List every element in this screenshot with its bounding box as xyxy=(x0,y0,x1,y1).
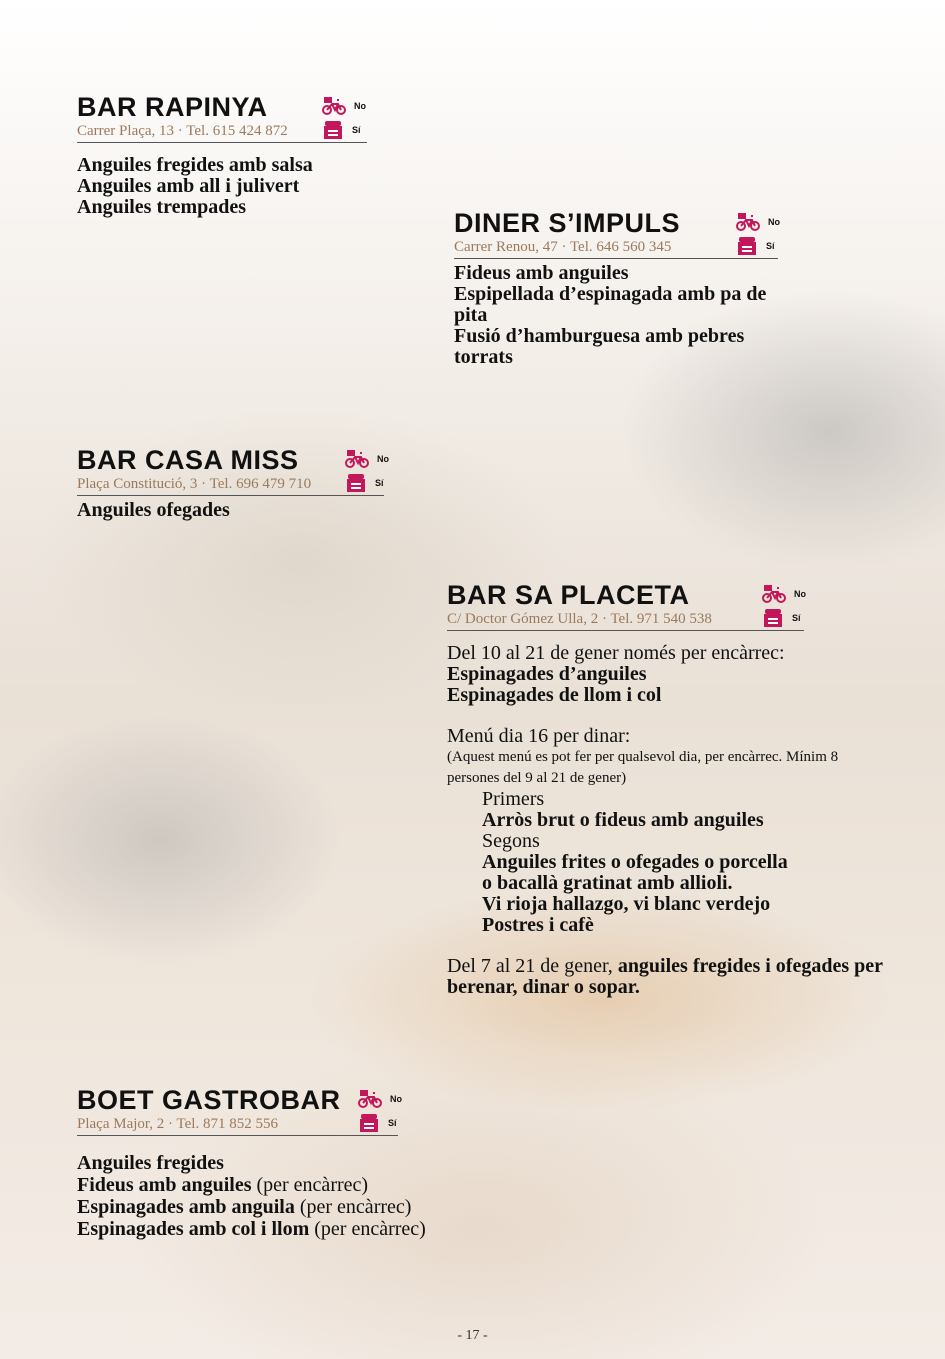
closing-dates: Del 7 al 21 de gener, xyxy=(447,955,613,977)
menu-first-dish: Arròs brut o fideus amb anguiles xyxy=(482,809,764,831)
restaurant-header xyxy=(77,92,367,143)
order-intro: Del 10 al 21 de gener només per encàrrec: xyxy=(447,642,785,664)
delivery-bike-icon xyxy=(345,449,369,469)
takeaway-bag-icon xyxy=(736,236,758,256)
delivery-bike-icon xyxy=(358,1089,382,1109)
dish-note: (per encàrrec) xyxy=(314,1218,426,1240)
takeaway-bag-icon xyxy=(322,120,344,140)
dish-item: Anguiles fregides amb salsa xyxy=(77,154,313,176)
restaurant-name: BAR RAPINYA xyxy=(77,92,268,122)
restaurant-address: Carrer Plaça, 13 · Tel. 615 424 872 xyxy=(77,123,288,139)
restaurant-header xyxy=(454,208,778,259)
menu-second-dish: Anguiles frites o ofegades o porcella xyxy=(482,851,788,873)
restaurant-name: BAR SA PLACETA xyxy=(447,580,690,610)
dish-item: Fideus amb anguiles xyxy=(454,262,629,284)
header-divider xyxy=(77,495,384,496)
dish-item xyxy=(77,1196,477,1218)
delivery-label: No xyxy=(794,589,806,599)
takeaway-label: Sí xyxy=(352,125,361,135)
dish-list xyxy=(77,155,367,218)
restaurant-boet-gastrobar xyxy=(77,1085,477,1240)
dish-name: Espinagades amb anguila xyxy=(77,1196,295,1218)
restaurant-diner-simpuls xyxy=(454,208,778,368)
dish-name: Fideus amb anguiles xyxy=(77,1174,252,1196)
dish-item: Espinagades d’anguiles xyxy=(447,663,647,685)
closing-offer: anguiles fregides i ofegades per berenar, dinar o sopar. xyxy=(447,955,883,998)
takeaway-bag-icon xyxy=(762,608,784,628)
delivery-label: No xyxy=(390,1094,402,1104)
dish-item: Anguiles amb all i julivert xyxy=(77,175,300,197)
header-divider xyxy=(447,630,804,631)
restaurant-name: BAR CASA MISS xyxy=(77,445,299,475)
restaurant-bar-rapinya xyxy=(77,92,367,218)
dish-item xyxy=(77,1174,477,1196)
delivery-bike-icon xyxy=(322,96,346,116)
service-icons xyxy=(322,94,366,142)
delivery-label: No xyxy=(354,101,366,111)
delivery-bike-icon xyxy=(736,212,760,232)
menu-note: (Aquest menú es pot fer per qualsevol dia, per encàrrec. Mínim 8 persones del 9 al 21 de gener) xyxy=(447,749,839,786)
takeaway-label: Sí xyxy=(388,1118,397,1128)
takeaway-bag-icon xyxy=(358,1113,380,1133)
dish-item: Espipellada d’espinagada amb pa de pita xyxy=(454,283,767,326)
delivery-label: No xyxy=(377,454,389,464)
dish-item: Anguiles trempades xyxy=(77,196,247,218)
dish-list xyxy=(454,263,778,368)
header-divider xyxy=(77,1135,398,1136)
dish-name: Espinagades amb col i llom xyxy=(77,1218,310,1240)
service-icons xyxy=(345,447,389,495)
restaurant-name: BOET GASTROBAR xyxy=(77,1085,341,1115)
restaurant-address: C/ Doctor Gómez Ulla, 2 · Tel. 971 540 538 xyxy=(447,611,712,627)
service-icons xyxy=(762,582,806,630)
page-number: - 17 - xyxy=(457,1328,488,1343)
delivery-label: No xyxy=(768,217,780,227)
takeaway-label: Sí xyxy=(375,478,384,488)
dish-item: Anguiles ofegades xyxy=(77,499,230,521)
dish-list xyxy=(77,1152,477,1240)
restaurant-address: Plaça Major, 2 · Tel. 871 852 556 xyxy=(77,1116,278,1132)
dish-list xyxy=(77,500,384,521)
restaurant-name: DINER S’IMPULS xyxy=(454,208,681,238)
restaurant-header xyxy=(447,580,804,631)
takeaway-bag-icon xyxy=(345,473,367,493)
dish-item xyxy=(77,1152,477,1174)
closing-note xyxy=(447,956,887,998)
dish-name: Anguiles fregides xyxy=(77,1152,224,1174)
menu-wine: Vi rioja hallazgo, vi blanc verdejo xyxy=(482,893,771,915)
dish-item: Espinagades de llom i col xyxy=(447,684,662,706)
menu-dessert: Postres i cafè xyxy=(482,914,594,936)
dish-item xyxy=(77,1218,477,1240)
service-icons xyxy=(358,1087,402,1135)
restaurant-bar-casa-miss xyxy=(77,445,389,521)
restaurant-header xyxy=(77,1085,402,1136)
restaurant-address: Plaça Constitució, 3 · Tel. 696 479 710 xyxy=(77,476,312,492)
menu-second-dish-cont: o bacallà gratinat amb allioli. xyxy=(482,872,733,894)
header-divider xyxy=(454,258,778,259)
restaurant-bar-sa-placeta xyxy=(447,580,887,998)
delivery-bike-icon xyxy=(762,584,786,604)
header-divider xyxy=(77,142,367,143)
takeaway-label: Sí xyxy=(766,241,775,251)
menu-second-label: Segons xyxy=(482,830,540,852)
restaurant-header xyxy=(77,445,389,496)
takeaway-label: Sí xyxy=(792,613,801,623)
dish-item: Fusió d’hamburguesa amb pebres torrats xyxy=(454,325,745,368)
dish-note: (per encàrrec) xyxy=(256,1174,369,1196)
menu-title: Menú dia 16 per dinar: xyxy=(447,725,631,747)
service-icons xyxy=(736,210,780,258)
restaurant-address: Carrer Renou, 47 · Tel. 646 560 345 xyxy=(454,239,672,255)
dish-note: (per encàrrec) xyxy=(299,1196,412,1218)
dish-list xyxy=(447,643,887,998)
menu-first-label: Primers xyxy=(482,788,545,810)
